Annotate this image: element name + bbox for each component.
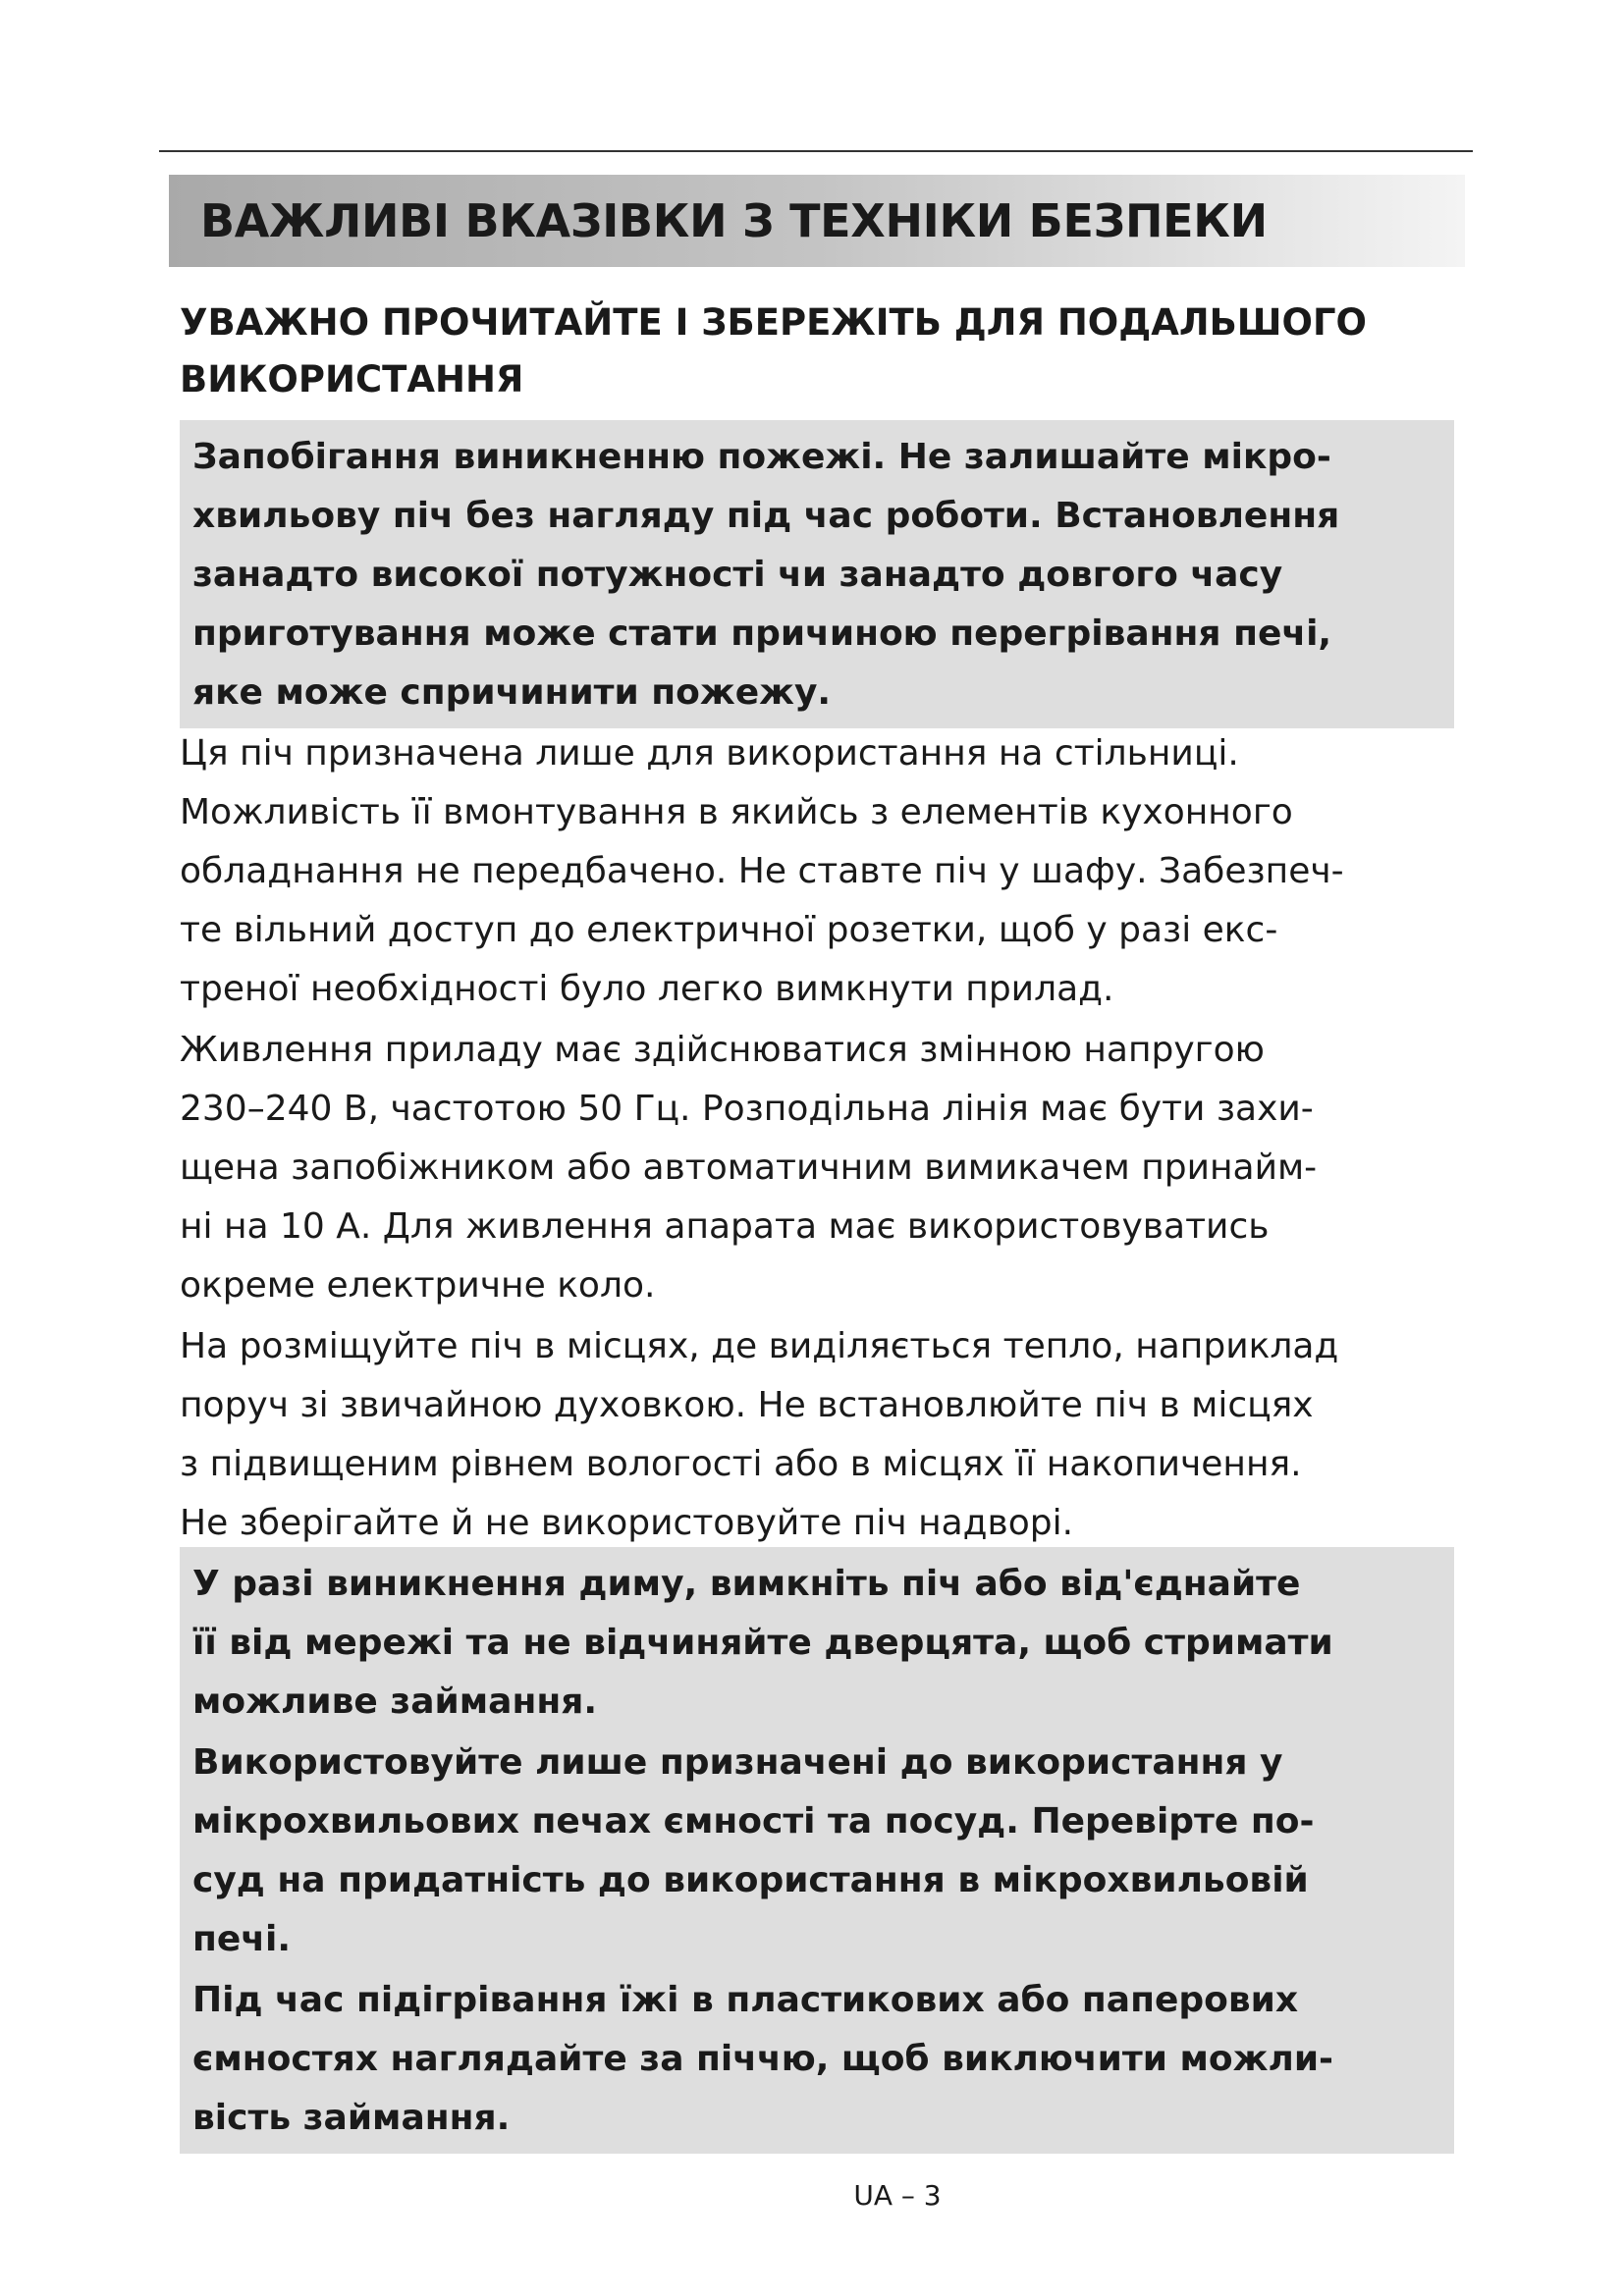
text-line: поруч зі звичайною духовкою. Не встановлюйте піч в місцях bbox=[180, 1385, 1314, 1425]
fire-warning-box bbox=[180, 420, 1454, 728]
subtitle-line: УВАЖНО ПРОЧИТАЙТЕ І ЗБЕРЕЖІТЬ ДЛЯ ПОДАЛЬШОГО bbox=[180, 301, 1367, 344]
text-line: можливе займання. bbox=[192, 1682, 597, 1722]
text-line: хвильову піч без нагляду під час роботи. Встановлення bbox=[192, 496, 1340, 536]
warning-paragraph bbox=[192, 428, 1441, 722]
page-number: UA – 3 bbox=[853, 2179, 942, 2212]
text-line: суд на придатність до використання в мікрохвильовій bbox=[192, 1860, 1309, 1900]
text-line: Можливість її вмонтування в якийсь з елементів кухонного bbox=[180, 792, 1293, 832]
body-text bbox=[180, 724, 1466, 1553]
text-line: з підвищеним рівнем вологості або в місцях її накопичення. bbox=[180, 1444, 1302, 1484]
text-line: Запобігання виникненню пожежі. Не залишайте мікро- bbox=[192, 437, 1331, 477]
body-paragraph-power bbox=[180, 1021, 1466, 1315]
text-line: ємностях наглядайте за піччю, щоб виключити можли- bbox=[192, 2039, 1333, 2079]
safety-warning-box bbox=[180, 1547, 1454, 2154]
text-line: треної необхідності було легко вимкнути прилад. bbox=[180, 969, 1114, 1009]
title-band bbox=[169, 175, 1465, 267]
text-line: Не зберігайте й не використовуйте піч надворі. bbox=[180, 1503, 1074, 1543]
body-paragraph-placement bbox=[180, 724, 1466, 1019]
page-title: ВАЖЛИВІ ВКАЗІВКИ З ТЕХНІКИ БЕЗПЕКИ bbox=[200, 194, 1268, 247]
text-line: Використовуйте лише призначені до використання у bbox=[192, 1742, 1283, 1783]
text-line: У разі виникнення диму, вимкніть піч або від'єднайте bbox=[192, 1564, 1301, 1604]
text-line: ні на 10 А. Для живлення апарата має використовуватись bbox=[180, 1206, 1270, 1247]
text-line: мікрохвильових печах ємності та посуд. Перевірте по- bbox=[192, 1801, 1315, 1842]
text-line: занадто високої потужності чи занадто довгого часу bbox=[192, 555, 1283, 595]
text-line: її від мережі та не відчиняйте дверцята, щоб стримати bbox=[192, 1623, 1333, 1663]
text-line: Живлення приладу має здійснюватися змінною напругою bbox=[180, 1030, 1265, 1070]
warning-paragraph-plastic bbox=[192, 1971, 1441, 2148]
text-line: яке може спричинити пожежу. bbox=[192, 672, 832, 713]
warning-paragraph-cookware bbox=[192, 1734, 1441, 1969]
text-line: вість займання. bbox=[192, 2098, 511, 2138]
subtitle-line: ВИКОРИСТАННЯ bbox=[180, 358, 524, 400]
text-line: окреме електричне коло. bbox=[180, 1265, 656, 1306]
body-paragraph-location bbox=[180, 1317, 1466, 1553]
text-line: щена запобіжником або автоматичним вимикачем принайм- bbox=[180, 1148, 1318, 1188]
text-line: На розміщуйте піч в місцях, де виділяється тепло, наприклад bbox=[180, 1326, 1339, 1366]
text-line: 230–240 В, частотою 50 Гц. Розподільна лінія має бути захи- bbox=[180, 1089, 1314, 1129]
text-line: Ця піч призначена лише для використання на стільниці. bbox=[180, 733, 1239, 774]
top-rule bbox=[159, 150, 1473, 152]
subtitle bbox=[180, 294, 1456, 408]
text-line: печі. bbox=[192, 1919, 292, 1959]
text-line: Під час підігрівання їжі в пластикових або паперових bbox=[192, 1980, 1299, 2020]
warning-paragraph-smoke bbox=[192, 1555, 1441, 1732]
text-line: приготування може стати причиною перегрівання печі, bbox=[192, 614, 1332, 654]
text-line: те вільний доступ до електричної розетки, щоб у разі екс- bbox=[180, 910, 1278, 950]
text-line: обладнання не передбачено. Не ставте піч у шафу. Забезпеч- bbox=[180, 851, 1344, 891]
